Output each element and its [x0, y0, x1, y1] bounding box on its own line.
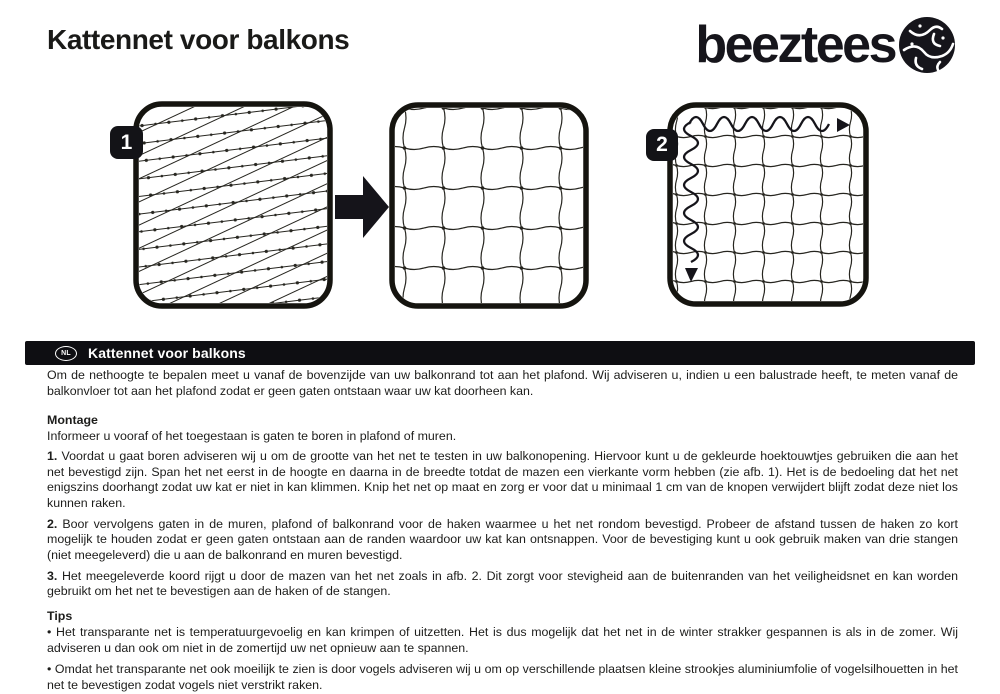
intro-paragraph: Om de nethoogte te bepalen meet u vanaf de bovenzijde van uw balkonrand tot aan het plafond. Wij adviseren u, indien u een balustrade heeft, te meten vanaf de balkonvloer tot aan het plafond zodat er geen gaten ontstaan waar uw kat doorheen kan. — [47, 368, 958, 398]
step-1-paragraph — [47, 449, 958, 512]
page-title: Kattennet voor balkons — [47, 24, 350, 55]
step-1-number: 1. — [47, 448, 58, 463]
tip-2-text: Omdat het transparante net ook moeilijk te zien is door vogels adviseren wij u om op verschillende plaatsen kleine strookjes aluminiumfolie of vogelsilhouetten in het net te bevestigen zodat vogels niet verstrikt raken. — [47, 662, 959, 692]
brand-logo-text: beeztees — [695, 16, 895, 74]
bullet: • — [47, 624, 52, 639]
montage-heading: Montage — [47, 413, 98, 428]
language-nl-badge: NL — [55, 346, 77, 361]
bullet: • — [47, 662, 52, 677]
tips-heading: Tips — [47, 609, 73, 624]
instruction-text — [47, 368, 958, 694]
step-3-number: 3. — [47, 568, 58, 583]
section-bar-title: Kattennet voor balkons — [88, 345, 246, 361]
instruction-figures — [0, 0, 1000, 330]
tip-1-paragraph — [47, 625, 958, 656]
montage-intro: Informeer u vooraf of het toegestaan is gaten te boren in plafond of muren. — [47, 429, 457, 444]
diagonal-mesh-net-figure — [133, 101, 333, 309]
corded-net-figure — [667, 102, 869, 307]
step-2-number: 2. — [47, 516, 58, 531]
right-arrow-icon — [335, 176, 389, 238]
step-2-text: Boor vervolgens gaten in de muren, plafond of balkonrand voor de haken waarmee u het net rondom bevestigd. Probeer de afstand tussen de haken zo kort mogelijk te houden zodat er geen gaten ontstaan aan de randen waardoor uw kat kan ontsnappen. Voor de bevestiging kunt u ook gebruik maken van drie stangen (niet meegeleverd) die u aan de balkonrand en muren bevestigd. — [47, 516, 958, 563]
figure-2-number-badge: 2 — [646, 129, 678, 161]
step-1-text: Voordat u gaat boren adviseren wij u om de grootte van het net te testen in uw balkonopening. Hiervoor kunt u de gekleurde hoektouwtjes gebruiken die aan het net bevestigd zijn. Span het net eerst in de hoogte en daarna in de breedte totdat de mazen een vierkante vorm hebben (zie afb. 1). Het is de bedoeling dat het net enigszins doorhangt zodat uw kat er niet in kan klimmen. Knip het net op maat en zorg er voor dat u minimaal 1 cm van de knopen verwijdert blijft zodat deze niet los kunnen raken. — [47, 448, 958, 510]
square-mesh-net-figure — [389, 102, 589, 309]
figure-1-number-badge: 1 — [110, 126, 143, 159]
section-header-bar — [25, 341, 975, 365]
step-3-text: Het meegeleverde koord rijgt u door de mazen van het net zoals in afb. 2. Dit zorgt voor stevigheid aan de buitenranden van het veiligheidsnet en kan worden gebruikt om het net te bevestigen aan de haken of de stangen. — [47, 568, 958, 599]
step-3-paragraph — [47, 569, 958, 600]
tip-1-text: Het transparante net is temperatuurgevoelig en kan krimpen of uitzetten. Het is dus mogelijk dat het net in de winter strakker gespannen is als in de zomer. Wij adviseren u dan ook om niet in de zomertijd uw net opnieuw aan te spannen. — [47, 624, 959, 655]
step-2-paragraph — [47, 517, 958, 564]
